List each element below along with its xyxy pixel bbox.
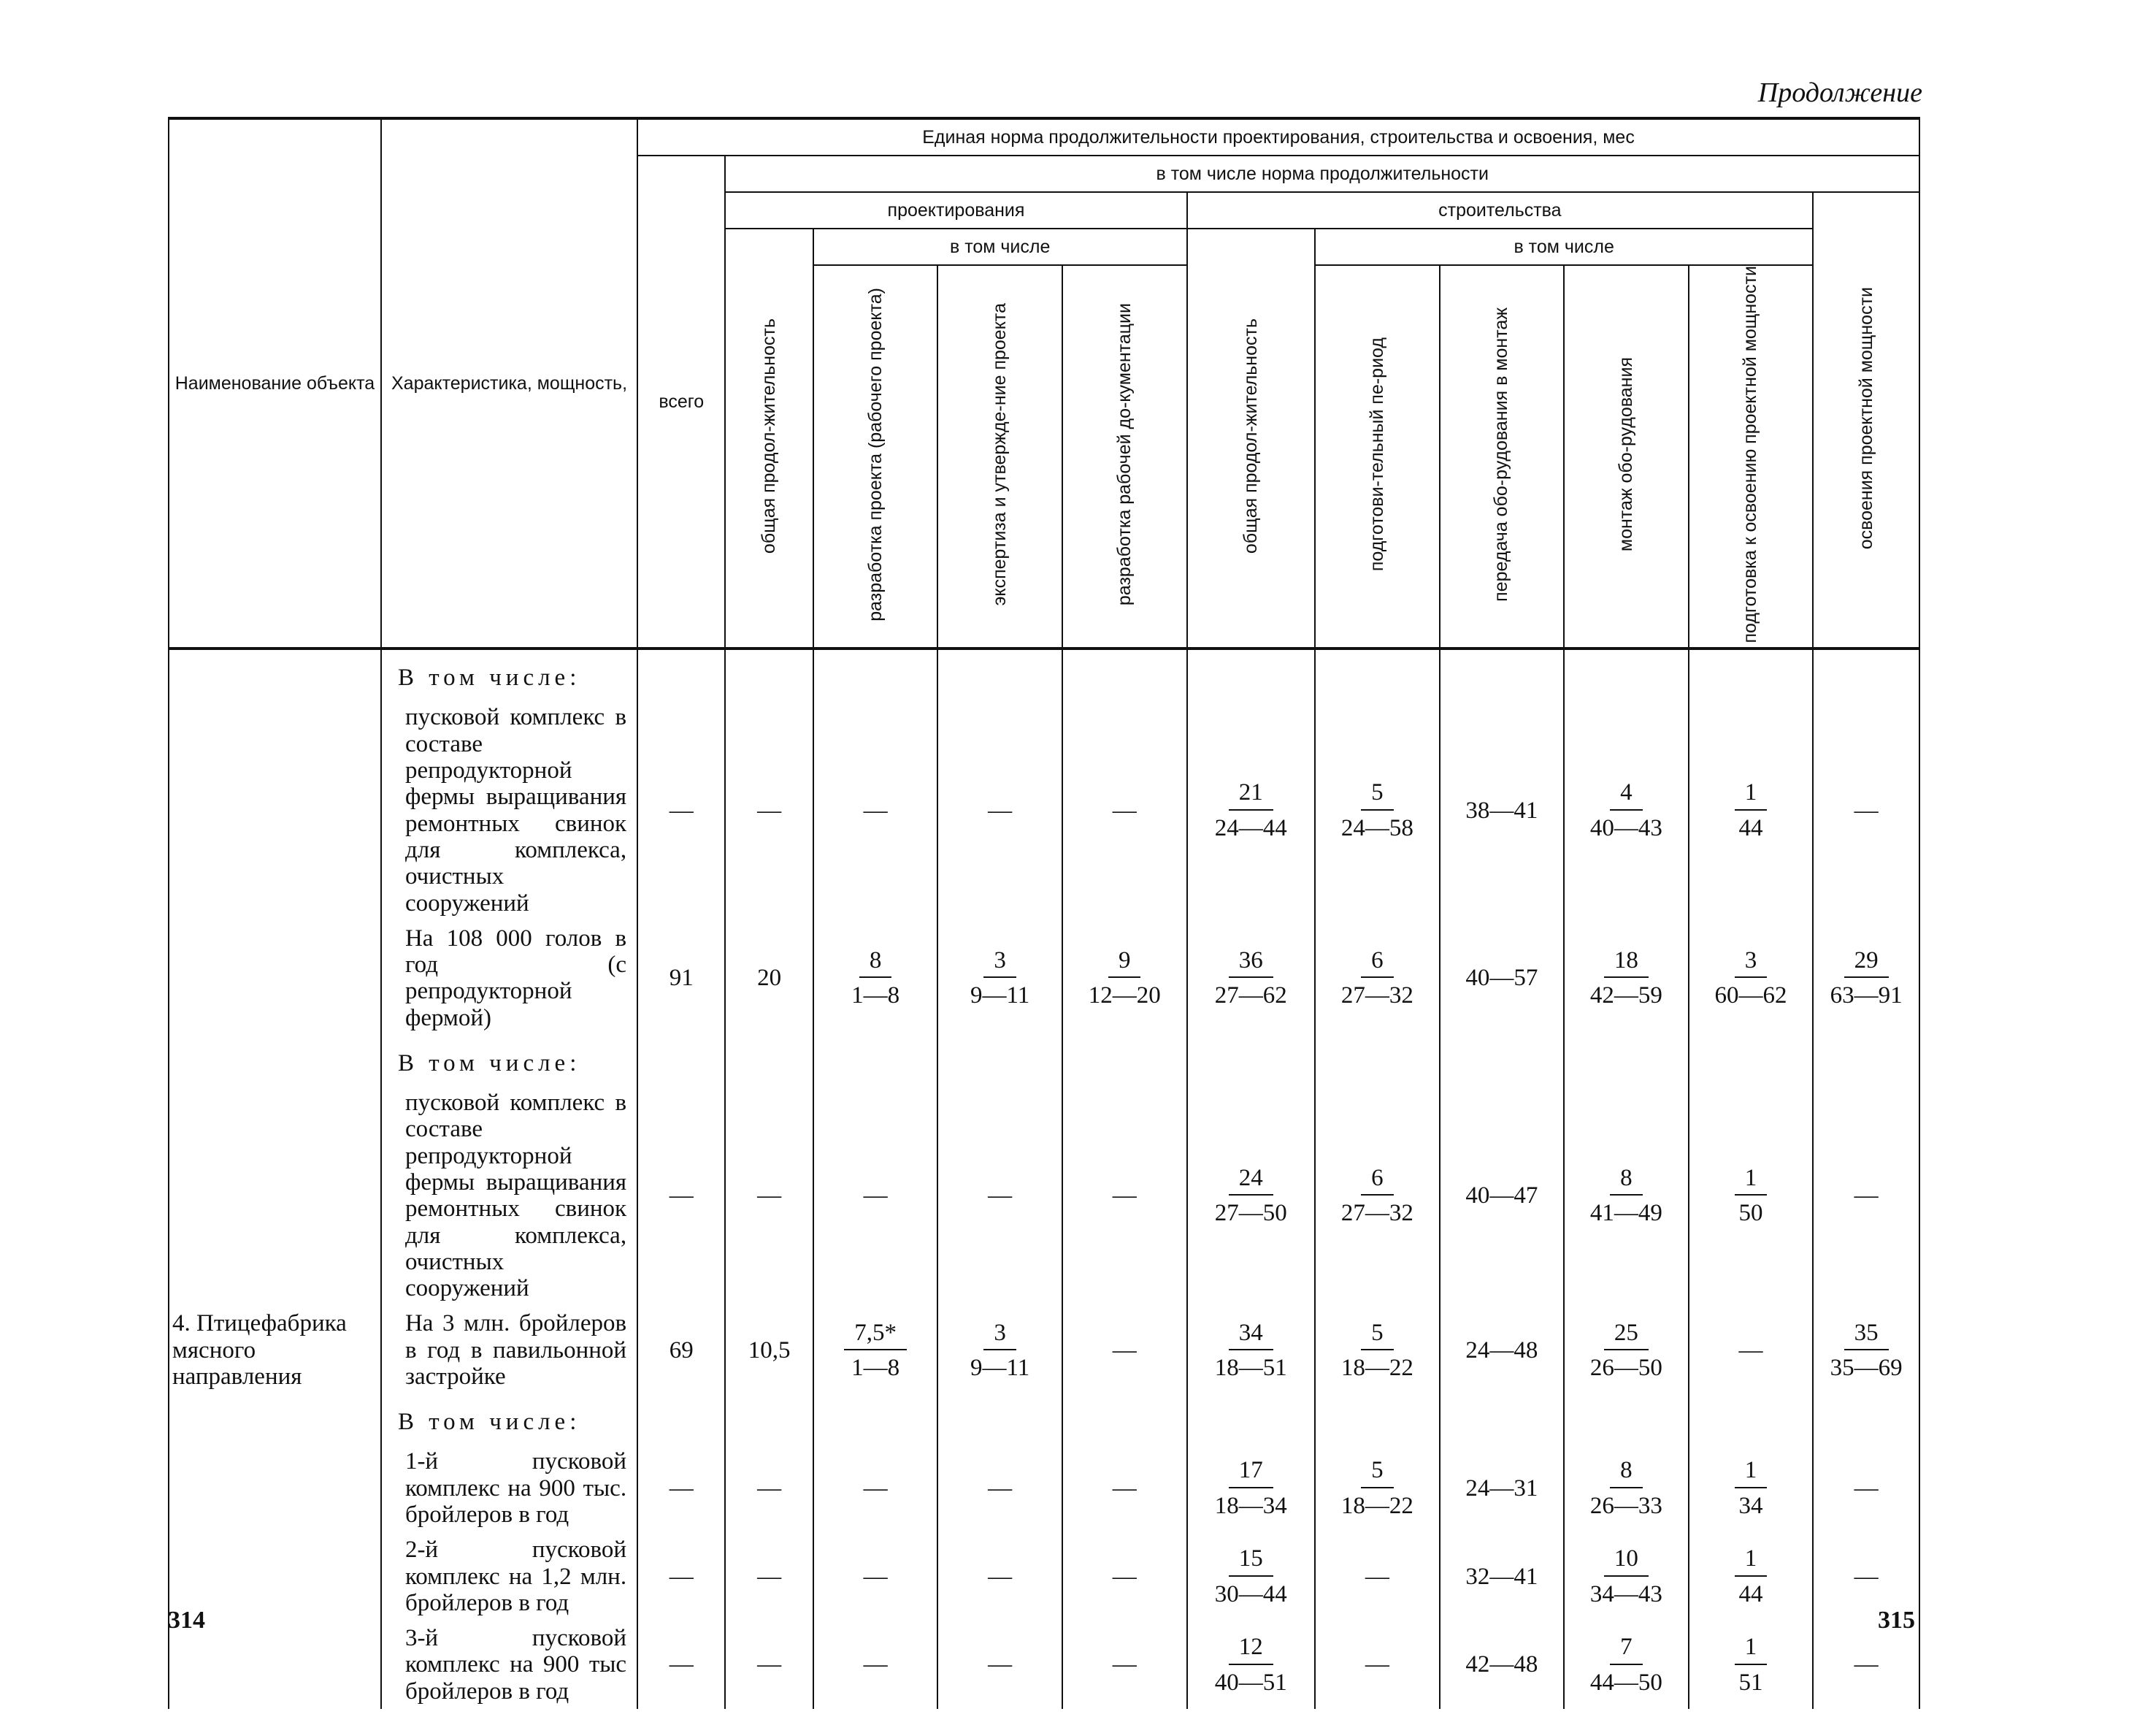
value-cell [1440,1085,1565,1306]
empty-cell [813,1036,938,1085]
empty-cell [1689,649,1814,700]
duration-fraction [1215,779,1287,841]
fraction-denominator: 9—11 [970,1354,1030,1381]
empty-cell [1062,1394,1187,1444]
fraction-numerator: 4 [1610,779,1643,810]
cell-value: 20 [757,965,782,992]
header-object: Наименование объекта [169,118,381,649]
value-cell [1564,1444,1689,1532]
value-cell [813,1306,938,1394]
fraction-numerator: 24 [1229,1165,1273,1196]
cell-value: 24—31 [1465,1475,1538,1502]
header-construction-including: в том числе [1315,229,1813,265]
value-cell [1440,1306,1565,1394]
fraction-denominator: 18—34 [1214,1492,1287,1519]
header-col-preparatory: подготови-тельный пе-риод [1366,337,1387,572]
table-row [169,1306,1919,1394]
duration-fraction [1735,1545,1768,1607]
fraction-denominator: 18—22 [1340,1492,1413,1519]
fraction-numerator: 8 [1610,1457,1643,1488]
empty-cell [937,1394,1062,1444]
duration-fraction [1735,1165,1768,1227]
cell-value: — [757,797,782,824]
fraction-numerator: 35 [1844,1320,1889,1350]
duration-fraction [1215,1634,1287,1696]
cell-value: — [863,1563,888,1590]
duration-fraction [1735,1457,1768,1519]
value-cell [1440,1532,1565,1621]
cell-value: — [863,1651,888,1678]
caption-row [169,1394,1919,1444]
value-cell [1564,921,1689,1036]
duration-fraction [1215,1320,1287,1382]
fraction-denominator: 44 [1738,1580,1763,1607]
empty-cell [725,1036,813,1085]
empty-cell [1564,1036,1689,1085]
header-design: проектирования [725,192,1186,229]
value-cell [1187,921,1316,1036]
empty-cell [813,1394,938,1444]
value-cell [1689,1306,1814,1394]
empty-cell [937,649,1062,700]
header-col-expertise: экспертиза и утвержде-ние проекта [989,303,1010,606]
empty-cell [1062,1036,1187,1085]
value-cell [937,1306,1062,1394]
fraction-denominator: 60—62 [1714,982,1787,1009]
value-cell [1187,1306,1316,1394]
table-row [169,921,1919,1036]
fraction-denominator: 51 [1738,1669,1763,1696]
value-cell [725,700,813,920]
header-col-project-development: разработка проекта (рабочего проекта) [864,287,886,621]
header-col-equipment-installation: монтаж обо-рудования [1615,357,1636,552]
fraction-denominator: 18—51 [1214,1354,1287,1381]
duration-norm-table [168,117,1920,1709]
duration-fraction [1714,947,1787,1009]
cell-value: — [1112,1563,1137,1590]
value-cell [1813,1085,1919,1306]
capacity-description: На 108 000 голов в год (с репродукторной фермой) [381,921,637,1036]
value-cell [813,1085,938,1306]
cell-value: — [669,1475,694,1502]
cell-value: — [1112,1336,1137,1363]
empty-cell [1187,1394,1316,1444]
empty-cell [1564,1394,1689,1444]
duration-fraction [1590,947,1662,1009]
value-cell [813,1532,938,1621]
duration-fraction [1590,1545,1662,1607]
fraction-numerator: 5 [1361,1457,1394,1488]
fraction-numerator: 15 [1229,1545,1273,1576]
fraction-denominator: 26—50 [1589,1354,1662,1381]
duration-fraction [1735,1634,1768,1696]
value-cell [1062,1532,1187,1621]
startup-complex-description: пусковой комплекс в составе репродукторной фермы выращивания ремонтных свинок для комплекса, очистных сооружений [381,1085,637,1306]
value-cell [1062,1621,1187,1709]
empty-cell [1315,1394,1440,1444]
value-cell [1440,1444,1565,1532]
empty-cell [725,1394,813,1444]
value-cell [937,1444,1062,1532]
table-row [169,1085,1919,1306]
cell-value: — [1365,1563,1389,1590]
fraction-numerator: 29 [1844,947,1889,978]
caption-row [169,649,1919,700]
cell-value: — [863,1475,888,1502]
table-row [169,1444,1919,1532]
value-cell [1315,921,1440,1036]
cell-value: 69 [669,1336,694,1363]
value-cell [1440,1621,1565,1709]
cell-value: — [1854,1651,1879,1678]
value-cell [725,1085,813,1306]
value-cell [637,921,725,1036]
fraction-numerator: 7,5* [844,1320,907,1350]
duration-fraction [1215,1165,1287,1227]
cell-value: 10,5 [748,1336,791,1363]
value-cell [1187,1532,1316,1621]
fraction-numerator: 6 [1361,947,1394,978]
value-cell [1440,700,1565,920]
empty-cell [1564,649,1689,700]
fraction-numerator: 18 [1604,947,1649,978]
fraction-denominator: 27—32 [1340,982,1413,1009]
cell-value: — [669,1563,694,1590]
value-cell [1564,1306,1689,1394]
cell-value: — [757,1475,782,1502]
fraction-denominator: 42—59 [1589,982,1662,1009]
value-cell [1689,1532,1814,1621]
cell-value: 40—47 [1465,1182,1538,1209]
cell-value: 42—48 [1465,1651,1538,1678]
header-total: всего [637,156,725,649]
including-caption: В том числе: [381,1394,637,1444]
cell-value: — [988,1651,1013,1678]
table-row [169,1532,1919,1621]
header-col-mastering-preparation: подготовка к освоению проектной мощности [1740,266,1761,643]
cell-value: 32—41 [1465,1563,1538,1590]
header-col-design-total: общая продол-жительность [759,318,780,554]
startup-complex-description: пусковой комплекс в составе репродукторной фермы выращивания ремонтных свинок для комплекса, очистных сооружений [381,700,637,920]
empty-cell [637,1036,725,1085]
fraction-numerator: 1 [1735,1457,1768,1488]
empty-cell [1315,1036,1440,1085]
duration-fraction [1590,1320,1662,1382]
value-cell [1315,1085,1440,1306]
duration-fraction [1590,1634,1662,1696]
duration-fraction [844,1320,907,1382]
value-cell [1187,1444,1316,1532]
value-cell [637,1532,725,1621]
duration-fraction [1735,779,1768,841]
value-cell [725,1444,813,1532]
value-cell [1062,1444,1187,1532]
cell-value: — [988,1475,1013,1502]
value-cell [1813,700,1919,920]
duration-fraction [1341,779,1413,841]
duration-fraction [1341,1165,1413,1227]
table-row [169,1621,1919,1709]
fraction-numerator: 5 [1361,1320,1394,1350]
fraction-numerator: 1 [1735,779,1768,810]
fraction-numerator: 7 [1610,1634,1643,1664]
fraction-numerator: 8 [859,947,892,978]
fraction-denominator: 50 [1738,1200,1763,1227]
value-cell [1187,1621,1316,1709]
value-cell [1062,1306,1187,1394]
cell-value: — [988,1563,1013,1590]
value-cell [1062,700,1187,920]
fraction-denominator: 30—44 [1214,1580,1287,1607]
duration-fraction [1590,1165,1662,1227]
fraction-denominator: 34—43 [1589,1580,1662,1607]
header-including: в том числе норма продолжительности [725,156,1919,192]
table-body [169,649,1919,1709]
value-cell [637,1306,725,1394]
fraction-denominator: 12—20 [1088,982,1161,1009]
fraction-numerator: 5 [1361,779,1394,810]
value-cell [813,921,938,1036]
value-cell [937,1532,1062,1621]
capacity-description: На 3 млн. бройлеров в год в павильонной застройке [381,1306,637,1394]
value-cell [813,1621,938,1709]
cell-value: — [1112,1475,1137,1502]
empty-cell [1440,649,1565,700]
continuation-label: Продолжение [1757,77,1922,108]
cell-value: — [863,797,888,824]
cell-value: — [1854,797,1879,824]
cell-value: — [1738,1336,1763,1363]
fraction-numerator: 1 [1735,1545,1768,1576]
duration-fraction [1215,947,1287,1009]
fraction-numerator: 3 [1735,947,1768,978]
object-name: 4. Птицефабрика мясного направления [172,1310,347,1391]
cell-value: — [669,1182,694,1209]
value-cell [1315,1306,1440,1394]
duration-fraction [1215,1545,1287,1607]
cell-value: 38—41 [1465,797,1538,824]
cell-value: 24—48 [1465,1336,1538,1363]
value-cell [1315,1444,1440,1532]
header-col-working-docs: разработка рабочей до-кументации [1113,303,1135,606]
page-number-left: 314 [168,1607,205,1634]
object-name-cell [169,649,381,1709]
cell-value: — [863,1182,888,1209]
value-cell [1689,921,1814,1036]
header-design-including: в том числе [813,229,1187,265]
cell-value: — [669,797,694,824]
duration-fraction [1089,947,1161,1009]
startup-complex-description: 2-й пусковой комплекс на 1,2 млн. бройлеров в год [381,1532,637,1621]
header-characteristic: Характеристика, мощность, [381,118,637,649]
fraction-denominator: 34 [1738,1492,1763,1519]
fraction-numerator: 10 [1604,1545,1649,1576]
value-cell [725,921,813,1036]
duration-fraction [1830,947,1903,1009]
fraction-denominator: 1—8 [851,1354,900,1381]
value-cell [637,1444,725,1532]
startup-complex-description: 1-й пусковой комплекс на 900 тыс. бройлеров в год [381,1444,637,1532]
value-cell [637,700,725,920]
cell-value: — [988,797,1013,824]
value-cell [1813,1444,1919,1532]
fraction-denominator: 18—22 [1340,1354,1413,1381]
empty-cell [725,649,813,700]
fraction-denominator: 27—32 [1340,1200,1413,1227]
value-cell [1564,1621,1689,1709]
header-col-mastering: освоения проектной мощности [1855,286,1876,549]
fraction-numerator: 17 [1229,1457,1273,1488]
empty-cell [1440,1036,1565,1085]
cell-value: — [1112,797,1137,824]
value-cell [1689,1621,1814,1709]
fraction-denominator: 27—50 [1214,1200,1287,1227]
duration-fraction [851,947,899,1009]
duration-fraction [1341,1457,1413,1519]
fraction-denominator: 24—44 [1214,814,1287,841]
fraction-denominator: 1—8 [851,982,900,1009]
fraction-denominator: 40—43 [1589,814,1662,841]
value-cell [1187,700,1316,920]
empty-cell [937,1036,1062,1085]
fraction-denominator: 44—50 [1589,1669,1662,1696]
value-cell [725,1621,813,1709]
cell-value: 40—57 [1465,965,1538,992]
value-cell [937,921,1062,1036]
empty-cell [1315,649,1440,700]
value-cell [813,1444,938,1532]
header-col-construction-total: общая продол-жительность [1240,318,1261,554]
cell-value: 91 [669,965,694,992]
fraction-numerator: 9 [1108,947,1141,978]
including-caption: В том числе: [381,649,637,700]
fraction-numerator: 6 [1361,1165,1394,1196]
duration-fraction [1341,947,1413,1009]
empty-cell [1813,1036,1919,1085]
value-cell [1440,921,1565,1036]
caption-row [169,1036,1919,1085]
duration-fraction [1590,779,1662,841]
fraction-denominator: 41—49 [1589,1200,1662,1227]
duration-fraction [1215,1457,1287,1519]
cell-value: — [988,1182,1013,1209]
value-cell [1062,921,1187,1036]
empty-cell [1187,649,1316,700]
value-cell [937,700,1062,920]
value-cell [1315,1621,1440,1709]
including-caption: В том числе: [381,1036,637,1085]
cell-value: — [1112,1182,1137,1209]
cell-value: — [1112,1651,1137,1678]
cell-value: — [669,1651,694,1678]
value-cell [637,1621,725,1709]
fraction-numerator: 8 [1610,1165,1643,1196]
fraction-numerator: 3 [983,1320,1016,1350]
duration-fraction [1341,1320,1413,1382]
fraction-denominator: 63—91 [1830,982,1903,1009]
value-cell [937,1085,1062,1306]
fraction-denominator: 27—62 [1214,982,1287,1009]
value-cell [1564,700,1689,920]
value-cell [1315,700,1440,920]
empty-cell [1689,1036,1814,1085]
page-number-right: 315 [1878,1607,1915,1634]
table-row [169,700,1919,920]
fraction-numerator: 12 [1229,1634,1273,1664]
empty-cell [1689,1394,1814,1444]
cell-value: — [1365,1651,1389,1678]
cell-value: — [757,1182,782,1209]
value-cell [813,700,938,920]
fraction-denominator: 35—69 [1830,1354,1903,1381]
empty-cell [1187,1036,1316,1085]
cell-value: — [757,1651,782,1678]
cell-value: — [1854,1475,1879,1502]
header-col-equipment-transfer: передача обо-рудования в монтаж [1491,307,1512,602]
duration-fraction [970,947,1029,1009]
empty-cell [1062,649,1187,700]
value-cell [1689,1085,1814,1306]
value-cell [1689,1444,1814,1532]
fraction-numerator: 21 [1229,779,1273,810]
value-cell [937,1621,1062,1709]
cell-value: — [1854,1563,1879,1590]
duration-fraction [1830,1320,1903,1382]
empty-cell [637,649,725,700]
duration-fraction [970,1320,1029,1382]
fraction-denominator: 9—11 [970,982,1030,1009]
fraction-numerator: 3 [983,947,1016,978]
value-cell [1315,1532,1440,1621]
value-cell [1564,1085,1689,1306]
empty-cell [813,649,938,700]
cell-value: — [757,1563,782,1590]
fraction-numerator: 25 [1604,1320,1649,1350]
value-cell [1062,1085,1187,1306]
fraction-numerator: 34 [1229,1320,1273,1350]
value-cell [1813,1306,1919,1394]
fraction-numerator: 36 [1229,947,1273,978]
empty-cell [1440,1394,1565,1444]
duration-fraction [1590,1457,1662,1519]
header-construction: строительства [1187,192,1814,229]
cell-value: — [1854,1182,1879,1209]
value-cell [637,1085,725,1306]
value-cell [725,1306,813,1394]
fraction-denominator: 24—58 [1340,814,1413,841]
value-cell [1564,1532,1689,1621]
fraction-numerator: 1 [1735,1634,1768,1664]
value-cell [1813,921,1919,1036]
empty-cell [1813,1394,1919,1444]
value-cell [1187,1085,1316,1306]
startup-complex-description: 3-й пусковой комплекс на 900 тыс бройлеров в год [381,1621,637,1709]
header-unified-norm: Единая норма продолжительности проектирования, строительства и освоения, мес [637,118,1919,156]
value-cell [725,1532,813,1621]
fraction-denominator: 44 [1738,814,1763,841]
empty-cell [1813,649,1919,700]
fraction-denominator: 40—51 [1214,1669,1287,1696]
empty-cell [637,1394,725,1444]
fraction-denominator: 26—33 [1589,1492,1662,1519]
fraction-numerator: 1 [1735,1165,1768,1196]
value-cell [1689,700,1814,920]
